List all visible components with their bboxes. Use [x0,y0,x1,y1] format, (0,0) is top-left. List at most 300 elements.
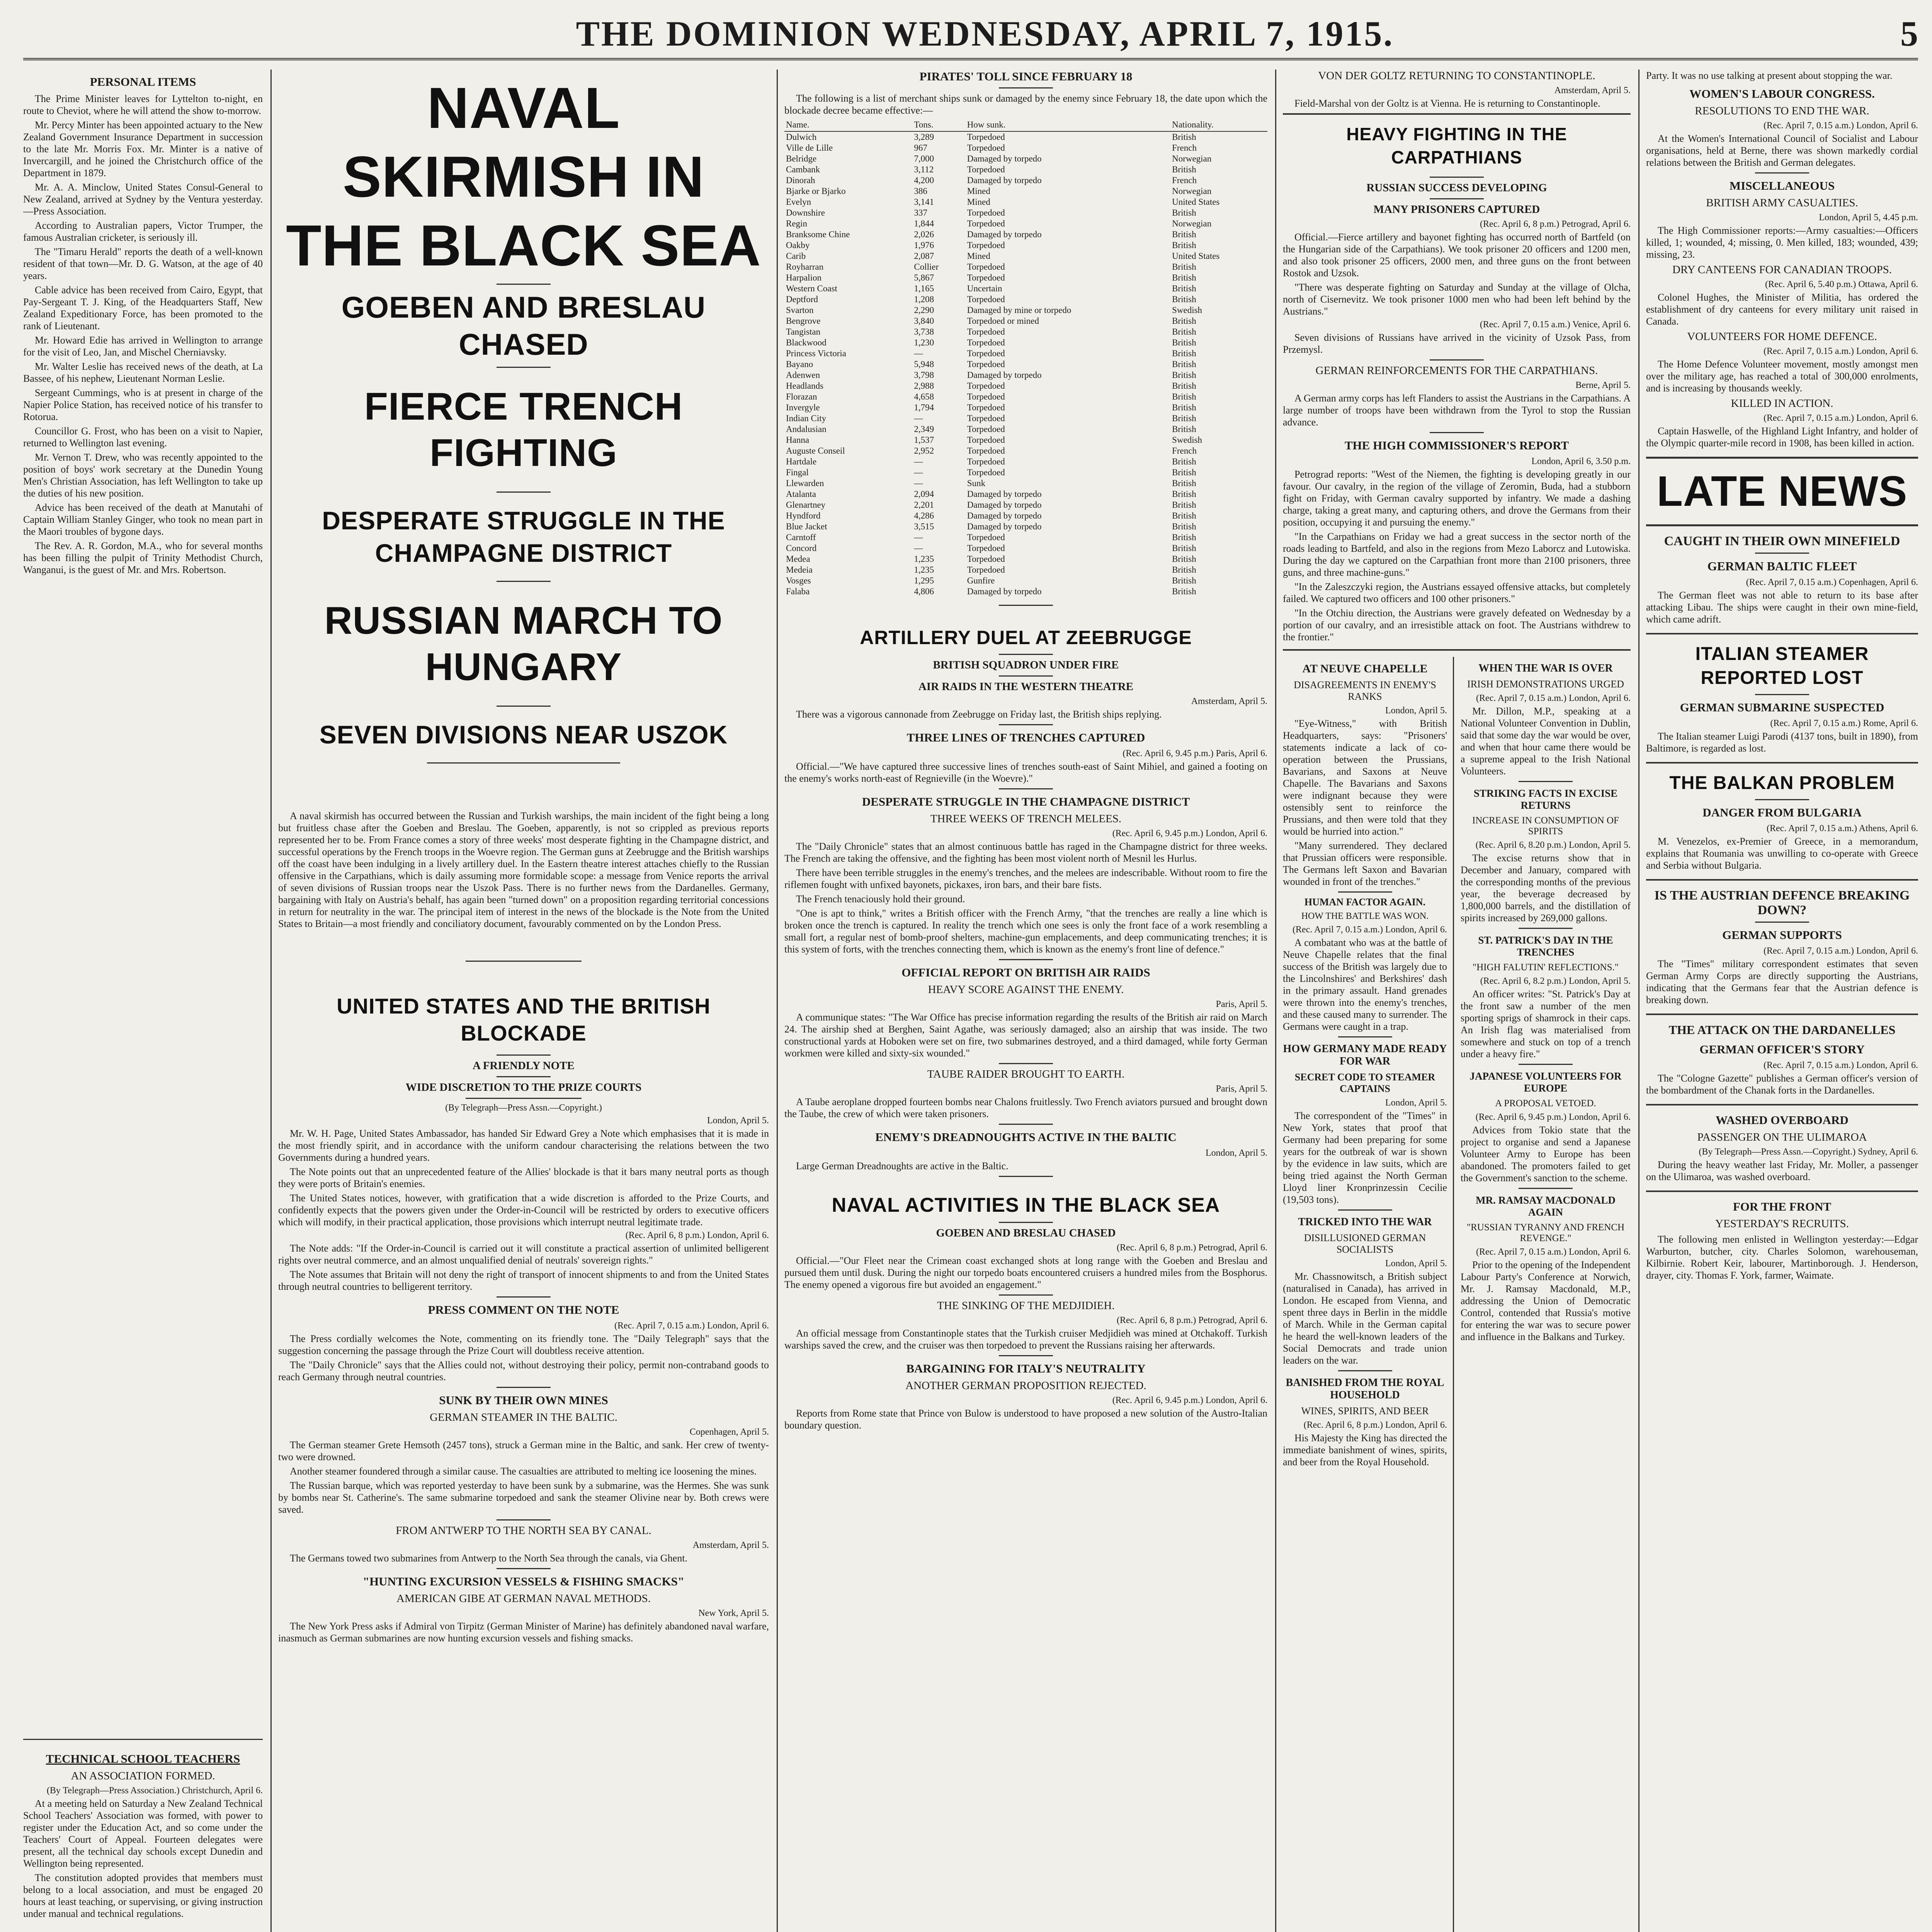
paragraph: Petrograd reports: "West of the Niemen, the fighting is developing greatly in our favour. Our cavalry, in the region of the village of Zeromin, Buda, had a stubborn fight on Friday, with German cavalry supported by infantry. We made a dashing charge, taking a great many, and capturing others, and drove the Germans from their position, occupying it and pursuing the enemy." [1283,469,1631,528]
paragraph: The "Times" military correspondent estimates that seven German Army Corps are directly supporting the Austrians, indicating that the Germans fear that the Austrian defence is breaking down. [1646,958,1918,1005]
ship-how-cell: Damaged by torpedo [967,175,1042,185]
ship-name-cell: Medea [786,554,810,564]
paragraph: Mr. Dillon, M.P., speaking at a National Volunteer Convention in Dublin, said that some day the war would be over, and when that hour came there would be a supreme appeal to the Irish National Volunteers. [1461,706,1631,777]
ship-how-cell: Damaged by torpedo [967,522,1042,531]
dateline: Paris, April 5. [1216,999,1267,1009]
paragraph: "In the Zaleszczyki region, the Austrians essayed offensive attacks, but completely failed. We captured two officers and 100 other prisoners." [1283,581,1631,604]
section-title: FOR THE FRONT [1733,1200,1832,1213]
table-row [784,532,1267,543]
ship-name-cell: Adenwen [786,370,820,380]
dateline: (Rec. April 6, 8.2 p.m.) London, April 5. [1480,976,1631,986]
ship-how-cell: Damaged by torpedo [967,587,1042,596]
ship-how-cell: Torpedoed [967,143,1005,153]
dateline: (Rec. April 6, 8 p.m.) Petrograd, April 6. [1117,1243,1267,1253]
paragraph: The German fleet was not able to return to its base after attacking Libau. The ships were caught in their own mine-field, which came adrift. [1646,590,1918,625]
paragraph: Prior to the opening of the Independent Labour Party's Conference at Norwich, Mr. J. Ramsay Macdonald, M.P., addressing the Union of Democratic Control, contended that Russia's motive for entering the war was to secure power and influence in the Balkans and Turkey. [1461,1259,1631,1342]
ship-how-cell: Torpedoed [967,240,1005,250]
column-header: How sunk. [966,119,1170,131]
ship-tons-cell: 2,201 [914,500,934,510]
ship-nation-cell: Norwegian [1172,154,1212,163]
ship-how-cell: Sunk [967,478,986,488]
table-header-row [784,119,1267,131]
dateline: (Rec. April 7, 0.15 a.m.) London, April 6. [1764,121,1918,131]
section-subtitle: WINES, SPIRITS, AND BEER [1301,1405,1429,1417]
ship-name-cell: Fingal [786,468,809,477]
column-1 [23,70,263,1932]
ship-nation-cell: British [1172,284,1196,293]
table-row [784,402,1267,413]
section-subtitle: AN ASSOCIATION FORMED. [71,1770,215,1782]
paragraph: "In the Otchiu direction, the Austrians were gravely defeated on Wednesday by a portion of our cavalry, and an irresistible attack on foot. The Austrians withdrew to the frontier." [1283,607,1631,643]
ship-nation-cell: British [1172,468,1196,477]
ship-how-cell: Torpedoed [967,424,1005,434]
section-title: HUMAN FACTOR AGAIN. [1304,896,1426,908]
ship-tons-cell: 4,806 [914,587,934,596]
dateline: (Rec. April 6, 9.45 p.m.) London, April 6. [1112,828,1267,838]
paragraph: Official.—Fierce artillery and bayonet fighting has occurred north of Bartfeld (on the Hungarian side of the Carpathians). We took prisoner 20 officers and 1200 men, and also took prisoner 25 officers, 2000 men, and three guns on the front between Rostok and Uzsok. [1283,231,1631,279]
ship-how-cell: Uncertain [967,284,1002,293]
ship-how-cell: Torpedoed [967,349,1005,358]
ship-name-cell: Svarton [786,305,814,315]
ship-name-cell: Bayano [786,359,813,369]
section-subtitle: INCREASE IN CONSUMPTION OF SPIRITS [1472,815,1619,837]
ship-nation-cell: British [1172,565,1196,575]
ship-tons-cell: 1,235 [914,554,934,564]
ship-name-cell: Concord [786,543,817,553]
ship-tons-cell: 967 [914,143,927,153]
section-subtitle: THREE WEEKS OF TRENCH MELEES. [930,813,1122,825]
ship-name-cell: Deptford [786,294,818,304]
paragraph: The German steamer Grete Hemsoth (2457 tons), struck a German mine in the Baltic, and sank. Her crew of twenty-two were drowned. [278,1439,769,1463]
ship-name-cell: Carib [786,251,806,261]
table-row [784,510,1267,521]
paragraph: The Rev. A. R. Gordon, M.A., who for several months has been filling the pulpit of Trinity Methodist Church, Wanganui, is the guest of Mr. and Mrs. Robertson. [23,540,263,575]
table-row [784,294,1267,305]
ship-tons-cell: 4,286 [914,511,934,520]
paragraph: "Many surrendered. They declared that Prussian officers were responsible. The Germans left Saxon and Bavarian wounded in front of the trenches." [1283,840,1447,887]
paragraph: Councillor G. Frost, who has been on a visit to Napier, returned to Wellington last evening. [23,425,263,449]
headline-us-blockade: UNITED STATES AND THE BRITISH BLOCKADE [337,994,711,1045]
column-header: Nationality. [1170,119,1267,131]
ship-tons-cell: 2,290 [914,305,934,315]
split-subcolumns [1283,657,1631,1932]
ship-nation-cell: British [1172,522,1196,531]
ship-nation-cell: British [1172,370,1196,380]
paragraph: A German army corps has left Flanders to assist the Austrians in the Carpathians. A large number of troops have been withdrawn from the Tyrol to stop the Russian advance. [1283,393,1631,428]
columns [23,70,1918,1932]
ship-name-cell: Regin [786,219,807,228]
paragraph: Mr. Vernon T. Drew, who was recently appointed to the position of boys' work secretary at the Dunedin Young Men's Christian Association, has left Wellington to take up the duties of his new position. [23,452,263,499]
ship-nation-cell: British [1172,165,1196,174]
table-row [784,164,1267,175]
headline-seven-divisions: SEVEN DIVISIONS NEAR USZOK [319,720,728,749]
section-title: SUNK BY THEIR OWN MINES [439,1393,608,1407]
ship-how-cell: Mined [967,186,990,196]
ship-tons-cell: 4,200 [914,175,934,185]
paragraph: Mr. W. H. Page, United States Ambassador, has handed Sir Edward Grey a Note which emphasises that it is made in the most friendly spirit, and in accordance with the uniform candour characterising the relations between the two Governments during a hundred years. [278,1128,769,1163]
ship-name-cell: Branksome Chine [786,230,850,239]
paragraph: Mr. Chassnowitsch, a British subject (naturalised in Canada), has arrived in London. He escaped from Vienna, and spent three days in Berlin in the middle of March. While in the German capital he heard the well-known leaders of the Social Democrats and trade union leaders on the war. [1283,1271,1447,1366]
table-row [784,131,1267,143]
ship-how-cell: Damaged by torpedo [967,489,1042,499]
ship-tons-cell: Collier [914,262,939,272]
paragraph: Sergeant Cummings, who is at present in charge of the Napier Police Station, has received notice of his transfer to Rotorua. [23,387,263,422]
ship-name-cell: Dulwich [786,132,817,142]
section-title: ENEMY'S DREADNOUGHTS ACTIVE IN THE BALTIC [875,1130,1177,1144]
table-row [784,305,1267,316]
table-row [784,240,1267,251]
ship-how-cell: Torpedoed [967,565,1005,575]
table-row [784,478,1267,489]
ship-name-cell: Headlands [786,381,824,391]
table-row [784,251,1267,262]
section-title: GERMAN REINFORCEMENTS FOR THE CARPATHIANS. [1315,364,1598,377]
ship-name-cell: Invergyle [786,403,820,412]
section-title: KILLED IN ACTION. [1731,397,1833,410]
ship-name-cell: Bjarke or Bjarko [786,186,846,196]
section-title: TRICKED INTO THE WAR [1298,1216,1432,1228]
dateline: (Rec. April 6, 8 p.m.) Petrograd, April 6. [1480,219,1631,229]
dateline: Berne, April 5. [1575,380,1631,390]
table-row [784,543,1267,554]
ship-nation-cell: French [1172,175,1197,185]
masthead [23,8,1918,60]
dateline: (Rec. April 7, 0.15 a.m.) London, April 6. [1476,1247,1631,1257]
ship-nation-cell: British [1172,587,1196,596]
table-row [784,337,1267,348]
ship-how-cell: Torpedoed [967,468,1005,477]
ship-nation-cell: British [1172,392,1196,401]
ship-nation-cell: French [1172,143,1197,153]
section-title: PRESS COMMENT ON THE NOTE [428,1303,619,1316]
dateline: London, April 6, 3.50 p.m. [1531,456,1631,466]
ship-how-cell: Torpedoed [967,165,1005,174]
table-row [784,327,1267,337]
paragraph: The New York Press asks if Admiral von Tirpitz (German Minister of Marine) has definitely abandoned naval warfare, inasmuch as German submarines are now hunting excursion vessels and fishing smacks. [278,1621,769,1644]
headline-naval-skirmish: NAVAL SKIRMISH IN THE BLACK SEA [286,75,761,278]
headline-late-news: LATE NEWS [1656,468,1908,515]
subhead: AIR RAIDS IN THE WESTERN THEATRE [918,680,1134,693]
paragraph: M. Venezelos, ex-Premier of Greece, in a memorandum, explains that Roumania was unwilling to co-operate with Greece and Serbia without Bulgaria. [1646,836,1918,871]
section-title: THE ATTACK ON THE DARDANELLES [1668,1023,1896,1037]
ship-name-cell: Ville de Lille [786,143,833,153]
ship-nation-cell: British [1172,240,1196,250]
ship-name-cell: Western Coast [786,284,837,293]
ship-tons-cell: 3,112 [914,165,934,174]
paragraph: Another steamer foundered through a similar cause. The casualties are attributed to melting ice loosening the mines. [290,1466,757,1477]
column-3 [784,70,1267,1932]
section-subtitle: PASSENGER ON THE ULIMAROA [1697,1131,1867,1143]
paragraph: Large German Dreadnoughts are active in the Baltic. [796,1160,1009,1172]
ship-how-cell: Torpedoed [967,446,1005,456]
ship-name-cell: Florazan [786,392,817,401]
dateline: Amsterdam, April 5. [1554,85,1631,95]
ship-nation-cell: British [1172,457,1196,466]
headline-artillery-duel: ARTILLERY DUEL AT ZEEBRUGGE [860,627,1192,648]
ship-name-cell: Cambank [786,165,820,174]
table-row [784,218,1267,229]
ship-name-cell: Hartdale [786,457,817,466]
ship-tons-cell: 2,087 [914,251,934,261]
dateline: London, April 5. [1385,1259,1447,1269]
ship-how-cell: Torpedoed [967,338,1005,347]
section-title: HOW GERMANY MADE READY FOR WAR [1283,1043,1447,1067]
ship-how-cell: Damaged by torpedo [967,370,1042,380]
ship-nation-cell: British [1172,262,1196,272]
dateline: (Rec. April 6, 8 p.m.) Petrograd, April 6. [1117,1315,1267,1325]
section-title: THE SINKING OF THE MEDJIDIEH. [937,1299,1115,1312]
paragraph: Captain Haswelle, of the Highland Light Infantry, and holder of the Olympic quarter-mile record in 1908, has been killed in action. [1646,425,1918,449]
ship-name-cell: Evelyn [786,197,811,207]
dateline: Amsterdam, April 5. [1191,696,1267,706]
dateline: (Rec. April 7, 0.15 a.m.) London, April 6. [1764,346,1918,356]
ship-name-cell: Llewarden [786,478,824,488]
table-row [784,565,1267,575]
ship-nation-cell: British [1172,359,1196,369]
ship-tons-cell: — [914,543,923,553]
column-rule [270,70,272,1932]
ship-nation-cell: British [1172,543,1196,553]
dateline: London, April 5. [707,1116,769,1126]
ship-tons-cell: 1,230 [914,338,934,347]
subhead: DANGER FROM BULGARIA [1702,806,1862,819]
paragraph: The High Commissioner reports:—Army casualties:—Officers killed, 1; wounded, 4; missing, 0. Men killed, 183; wounded, 439; missing, 23. [1646,225,1918,260]
column-rule [777,70,778,1932]
ship-how-cell: Damaged by torpedo [967,500,1042,510]
ship-nation-cell: British [1172,489,1196,499]
section-subtitle: SECRET CODE TO STEAMER CAPTAINS [1294,1071,1435,1094]
section-subtitle: HEAVY SCORE AGAINST THE ENEMY. [928,983,1124,996]
table-row [784,143,1267,153]
paragraph: The Press cordially welcomes the Note, commenting on its friendly tone. The "Daily Telegraph" says that the suggestion concerning the passage through the Prize Court will doubtless receive attention. [278,1333,769,1356]
column-4 [1283,70,1631,1932]
table-row [784,489,1267,500]
ship-name-cell: Carntoff [786,532,816,542]
ship-how-cell: Damaged by torpedo [967,511,1042,520]
paragraph: The Note assumes that Britain will not deny the right of transport of innocent shipments to and from the United States through neutral countries to belligerent territory. [278,1269,769,1292]
ships-table-body [784,131,1267,597]
column-header: Tons. [912,119,965,131]
dateline: Copenhagen, April 5. [689,1427,769,1437]
ship-how-cell: Torpedoed [967,132,1005,142]
ships-table [784,119,1267,597]
paragraph: The Russian barque, which was reported yesterday to have been sunk by a submarine, was the Hermes. She was sunk by bombs near St. Catherine's. The same submarine torpedoed and sank the steamer Olivine near by. Both crews were saved. [278,1480,769,1515]
dateline: (Rec. April 7, 0.15 a.m.) London, April 6. [1764,1060,1918,1070]
ship-tons-cell: 5,948 [914,359,934,369]
section-subtitle: RESOLUTIONS TO END THE WAR. [1695,105,1869,117]
subhead: BRITISH SQUADRON UNDER FIRE [933,659,1119,671]
dateline: (Rec. April 6, 8 p.m.) London, April 6. [625,1230,769,1240]
page-number: 5 [1900,14,1918,53]
ship-nation-cell: British [1172,316,1196,326]
ship-how-cell: Torpedoed [967,208,1005,218]
ship-name-cell: Blue Jacket [786,522,827,531]
headline-trench: FIERCE TRENCH FIGHTING [364,385,683,474]
paragraph: According to Australian papers, Victor Trumper, the famous Australian cricketer, is seriously ill. [23,220,263,243]
column-rule [1453,657,1454,1932]
section-title: ST. PATRICK'S DAY IN THE TRENCHES [1478,934,1613,958]
table-row [784,229,1267,240]
ship-how-cell: Torpedoed [967,554,1005,564]
subhead: WIDE DISCRETION TO THE PRIZE COURTS [405,1081,642,1094]
dateline: (By Telegraph—Press Assn.—Copyright.) Sydney, April 6. [1699,1147,1918,1157]
paragraph: The "Daily Chronicle" says that the Allies could not, without destroying their policy, permit non-contraband goods to reach Germany through neutral countries. [278,1359,769,1383]
headline-balkan: THE BALKAN PROBLEM [1669,773,1895,793]
table-row [784,554,1267,565]
section-subtitle: "RUSSIAN TYRANNY AND FRENCH REVENGE." [1466,1222,1625,1243]
ship-name-cell: Medeia [786,565,813,575]
ship-tons-cell: 3,738 [914,327,934,337]
headline-goeben: GOEBEN AND BRESLAU CHASED [341,290,706,361]
paragraph: The following is a list of merchant ships sunk or damaged by the enemy since February 18, the date upon which the blockade decree became effective:— [784,93,1267,116]
personal-items [23,70,263,1731]
dateline: (Rec. April 6, 8.20 p.m.) London, April 5. [1475,840,1631,850]
ship-how-cell: Torpedoed [967,359,1005,369]
paragraph: The Germans towed two submarines from Antwerp to the North Sea through the canals, via Ghent. [290,1553,687,1564]
section-title: WOMEN'S LABOUR CONGRESS. [1689,87,1875,100]
dateline: (Rec. April 7, 0.15 a.m.) London, April 6. [1293,925,1447,935]
section-subtitle: "HIGH FALUTIN' REFLECTIONS." [1473,962,1619,973]
ship-nation-cell: British [1172,349,1196,358]
ship-tons-cell: 3,798 [914,370,934,380]
column-header: Name. [784,119,912,131]
section-subtitle: A PROPOSAL VETOED. [1495,1098,1596,1109]
dateline: (By Telegraph—Press Association.) Christchurch, April 6. [46,1786,263,1796]
dateline: (Rec. April 6, 9.45 p.m.) London, April 6. [1112,1395,1267,1405]
dateline: (Rec. April 7, 0.15 a.m.) London, April 6. [1764,413,1918,423]
ship-tons-cell: 4,658 [914,392,934,401]
dateline: Paris, April 5. [1216,1084,1267,1094]
ship-nation-cell: British [1172,208,1196,218]
section-title: JAPANESE VOLUNTEERS FOR EUROPE [1469,1070,1622,1094]
table-row [784,359,1267,370]
section-subtitle: ANOTHER GERMAN PROPOSITION REJECTED. [905,1379,1146,1392]
subhead: GOEBEN AND BRESLAU CHASED [936,1227,1116,1239]
table-row [784,348,1267,359]
ship-name-cell: Vosges [786,576,811,585]
ship-how-cell: Mined [967,251,990,261]
ship-tons-cell: 1,295 [914,576,934,585]
ship-name-cell: Belridge [786,154,817,163]
ship-nation-cell: British [1172,554,1196,564]
section-title: BANISHED FROM THE ROYAL HOUSEHOLD [1286,1377,1444,1401]
section-title: FROM ANTWERP TO THE NORTH SEA BY CANAL. [396,1524,651,1537]
ship-how-cell: Torpedoed [967,457,1005,466]
ship-how-cell: Mined [967,197,990,207]
summary-paragraph: A naval skirmish has occurred between the Russian and Turkish warships, the main incident of the fight being a long but fruitless chase after the Goeben and Breslau. The Goeben, apparently, is not so crippled as previous reports represented her to be. From France comes a story of three weeks' most desperate fighting in the Champagne district, and successful operations by the French troops in the Woevre region. The German guns at Zeebrugge and the British warships off the coast have been indulging in a lively artillery duel. In the Eastern theatre interest attaches chiefly to the Russian offensive in the Carpathians, which is daily assuming more formidable scope: a message from Venice reports the arrival of seven divisions of Russian troops near the Uszok Pass. There is no further news from the Dardanelles. Germany, bargaining with Italy on Austria's behalf, has again been "turned down" on a proposition regarding territorial concessions in return for neutrality in the war. The principal item of interest in the news of the blockade is the Note from the United States to Britain—a most friendly and conciliatory document, favourably commented on by the London Press. [278,810,769,929]
ship-name-cell: Dinorah [786,175,815,185]
ship-nation-cell: United States [1172,197,1220,207]
ship-how-cell: Torpedoed [967,392,1005,401]
paragraph: Mr. Walter Leslie has received news of the death, at La Bassee, of his nephew, Lieutenant Norman Leslie. [23,361,263,384]
paragraph: The United States notices, however, with gratification that a wide discretion is afforded to the Prize Courts, and confidently expects that the powers given under the Order-in-Council will be restricted by orders to executive officers which will modify, in their practical application, those provisions which interrupt neutral legitimate trade. [278,1192,769,1228]
subhead: A FRIENDLY NOTE [473,1060,575,1072]
ship-tons-cell: 7,000 [914,154,934,163]
section-title: "HUNTING EXCURSION VESSELS & FISHING SMACKS" [362,1575,685,1588]
ship-tons-cell: 2,094 [914,489,934,499]
table-row [784,262,1267,272]
section-title: THREE LINES OF TRENCHES CAPTURED [906,731,1145,744]
dateline: London, April 5. [1385,706,1447,716]
paragraph: The "Cologne Gazette" publishes a German officer's version of the bombardment of the Chanak forts in the Dardanelles. [1646,1073,1918,1096]
ship-name-cell: Princess Victoria [786,349,846,358]
paragraph: The constitution adopted provides that members must belong to a local association, and must be engaged 20 hours at least teaching, or supervising, or giving instruction under manual and technical regulations. [23,1872,263,1919]
ship-tons-cell: 3,840 [914,316,934,326]
paragraph: During the heavy weather last Friday, Mr. Moller, a passenger on the Ulimaroa, was washed overboard. [1646,1159,1918,1182]
section-title: WASHED OVERBOARD [1716,1113,1849,1127]
paragraph: The Prime Minister leaves for Lyttelton to-night, en route to Cheviot, where he will attend the show to-morrow. [23,93,263,116]
table-row [784,175,1267,186]
section-title: OFFICIAL REPORT ON BRITISH AIR RAIDS [901,966,1150,979]
ship-name-cell: Royharran [786,262,824,272]
ship-tons-cell: 1,794 [914,403,934,412]
ship-how-cell: Torpedoed [967,413,1005,423]
ship-how-cell: Torpedoed [967,262,1005,272]
ship-nation-cell: British [1172,413,1196,423]
ship-name-cell: Bengrove [786,316,821,326]
paragraph: The "Daily Chronicle" states that an almost continuous battle has raged in the Champagne district for three weeks. The French are taking the offensive, and the fighting has been most violent north of Mesnil les Hurlus. [784,841,1267,864]
ship-nation-cell: British [1172,500,1196,510]
masthead-title: THE DOMINION WEDNESDAY, APRIL 7, 1915. [576,14,1394,53]
ship-how-cell: Torpedoed [967,543,1005,553]
section-title: VON DER GOLTZ RETURNING TO CONSTANTINOPLE. [1318,70,1595,82]
dateline: London, April 5. [1206,1148,1267,1158]
ship-tons-cell: 1,235 [914,565,934,575]
section-subtitle: DISAGREEMENTS IN ENEMY'S RANKS [1294,679,1436,702]
subhead: MANY PRISONERS CAPTURED [1373,203,1540,216]
table-row [784,456,1267,467]
section-subtitle: BRITISH ARMY CASUALTIES. [1706,197,1858,209]
ship-name-cell: Auguste Conseil [786,446,845,456]
table-row [784,413,1267,424]
section-title: MR. RAMSAY MACDONALD AGAIN [1476,1194,1616,1218]
dateline: (Rec. April 6, 9.45 p.m.) Paris, April 6. [1122,748,1267,759]
section-subtitle: HOW THE BATTLE WAS WON. [1301,911,1429,921]
ship-nation-cell: British [1172,403,1196,412]
table-row [784,467,1267,478]
ship-nation-cell: British [1172,132,1196,142]
ship-how-cell: Gunfire [967,576,995,585]
ship-tons-cell: 1,976 [914,240,934,250]
paragraph: There have been terrible struggles in the enemy's trenches, and the melees are indescribable. Without room to fire the riflemen fought with unfixed bayonets, pickaxes, iron bars, and their bare fists. [784,867,1267,890]
paragraph: The correspondent of the "Times" in New York, states that proof that Germany had been preparing for some years for the outbreak of war is shown by the evidence in law suits, which are being tried against the North German Lloyd liner Kronprinzessin Cecilie (19,503 tons). [1283,1110,1447,1205]
dateline: (Rec. April 7, 0.15 a.m.) London, April 6. [1476,693,1631,703]
paragraph: At a meeting held on Saturday a New Zealand Technical School Teachers' Association was formed, with power to register under the Education Act, and so come under the Teachers' Court of Appeal. Fourteen delegates were present, all the technical day schools except Dunedin and Wellington being represented. [23,1798,263,1869]
ship-how-cell: Torpedoed [967,327,1005,337]
ship-nation-cell: British [1172,294,1196,304]
table-row [784,381,1267,391]
ship-tons-cell: 3,141 [914,197,934,207]
table-row [784,197,1267,207]
headline-carpathians: HEAVY FIGHTING IN THE CARPATHIANS [1346,124,1567,167]
paragraph: The Note adds: "If the Order-in-Council is carried out it will constitute a practical assertion of unlimited belligerent rights over neutral commerce, and an almost unqualified denial of neutrals' sovereign rights." [278,1243,769,1266]
paragraph: A combatant who was at the battle of Neuve Chapelle relates that the final success of the British was largely due to the Lincolnshires' and Berkshires' dash in the primary assault. Hand grenades were thrown into the enemy's trenches, and these caused many to surrender. The Germans were caught in a trap. [1283,937,1447,1032]
paragraph: The following men enlisted in Wellington yesterday:—Edgar Warburton, butcher, city. Charles Solomon, warehouseman, Kilbirnie. Robert Keir, labourer, Martinborough. J. Henderson, drayer, city. Thomas F. York, farmer, Waimate. [1646,1234,1918,1281]
paragraph: The French tenaciously hold their ground. [796,893,965,905]
table-row [784,186,1267,197]
paragraph: The excise returns show that in December and January, compared with the corresponding months of the previous year, the beverage decreased by 1,800,000 barrels, and the distillation of spirits increased by 269,000 gallons. [1461,852,1631,923]
paragraph: Cable advice has been received from Cairo, Egypt, that Pay-Sergeant T. J. King, of the Headquarters Staff, New Zealand Expeditionary Force, has been promoted to the rank of Lieutenant. [23,284,263,332]
table-row [784,575,1267,586]
section-rule [23,1739,263,1740]
dateline: London, April 5. [1385,1098,1447,1108]
paragraph: Advices from Tokio state that the project to organise and send a Japanese Volunteer Army to Europe has been abandoned. The promoters failed to get the Government's sanction to the scheme. [1461,1124,1631,1184]
ship-name-cell: Glenartney [786,500,826,510]
dateline: (Rec. April 7, 0.15 a.m.) Rome, April 6. [1770,718,1918,728]
paragraph: Official.—"We have captured three successive lines of trenches south-east of Saint Mihiel, and gained a footing on the enemy's works north-east of Regnieville (in the Woevre)." [784,761,1267,784]
table-row [784,370,1267,381]
ship-tons-cell: 386 [914,186,927,196]
